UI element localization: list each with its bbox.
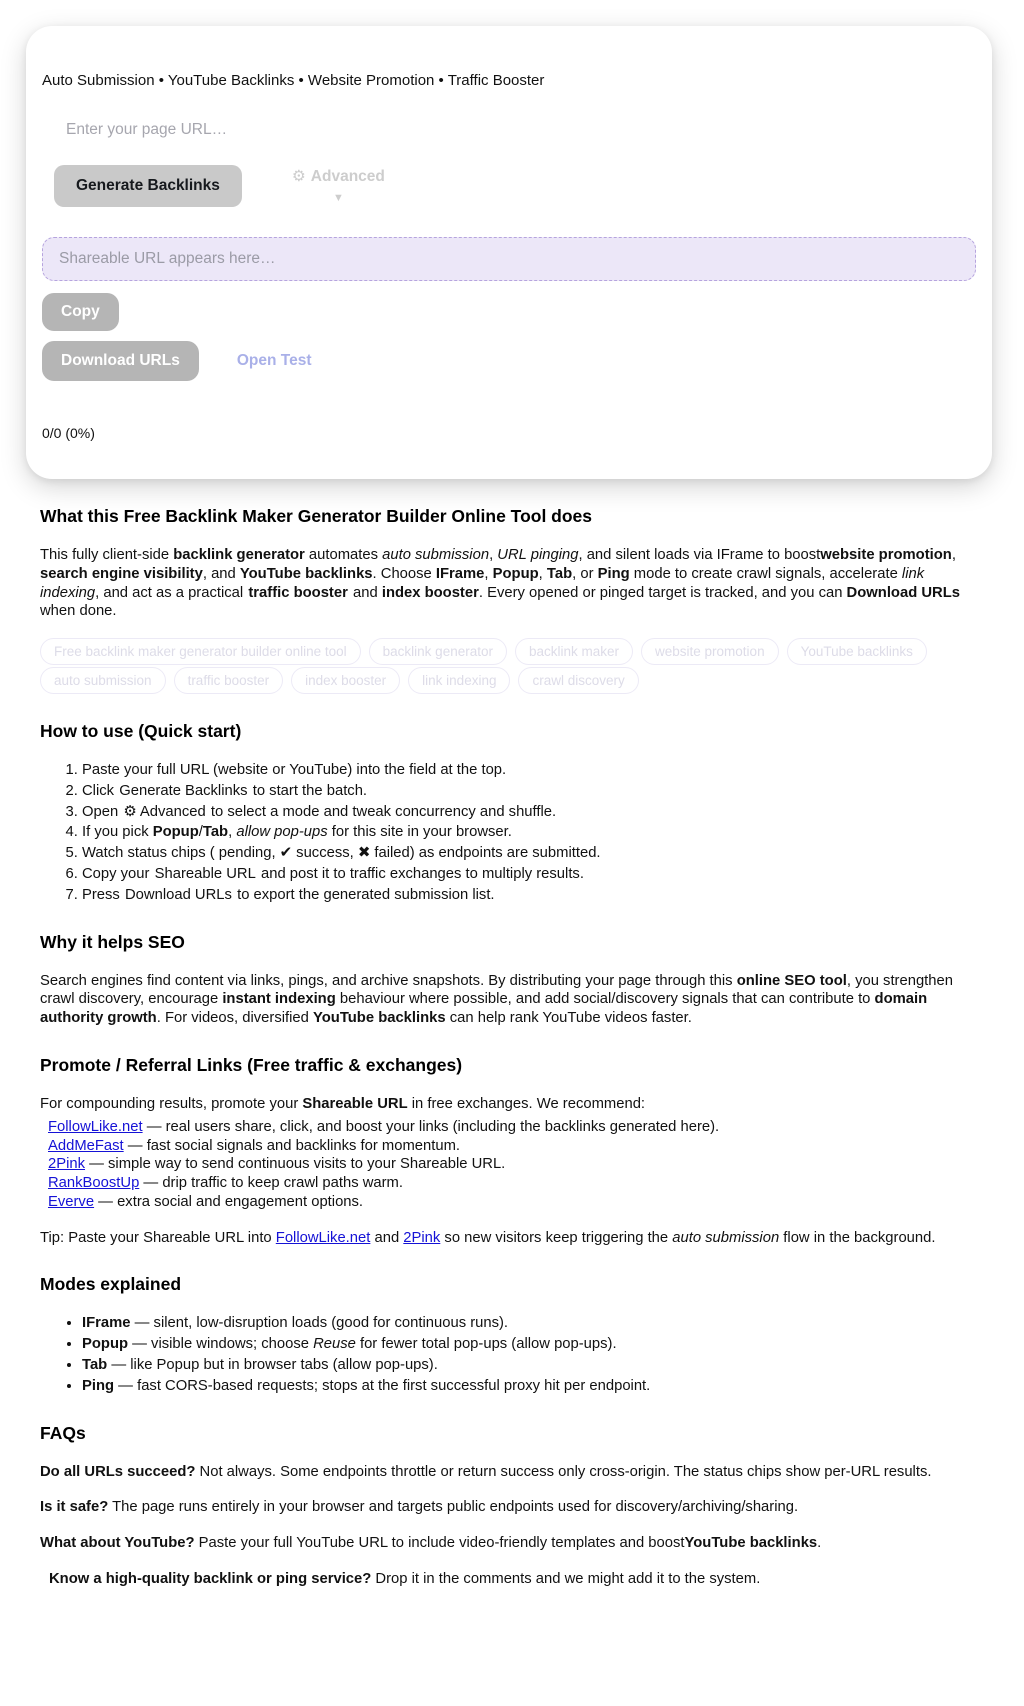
text-run: Tip: Paste your Shareable URL into (40, 1229, 276, 1246)
copy-button[interactable]: Copy (42, 293, 119, 331)
text-run: Popup (152, 824, 199, 841)
howto-steps (40, 761, 984, 904)
backlink-tool-card (26, 26, 992, 479)
text-run: Tab (202, 824, 229, 841)
keyword-chip: auto submission (40, 667, 166, 694)
referral-link-line (40, 1155, 984, 1174)
text-run: URL pinging (497, 547, 579, 563)
promote-tip (40, 1229, 984, 1248)
page-url-input[interactable] (66, 121, 666, 139)
download-row (42, 341, 976, 381)
text-run: , or (572, 565, 598, 582)
text-run: — silent, low-disruption loads (good for continuous runs). (130, 1315, 509, 1332)
text-run: YouTube backlinks (684, 1535, 818, 1552)
text-run: Shareable URL (154, 866, 256, 883)
text-run: Download URLs (846, 584, 960, 601)
seo-article (40, 506, 984, 1589)
faqs-heading: FAQs (40, 1422, 86, 1443)
howto-step (82, 886, 984, 905)
promote-heading: Promote / Referral Links (Free traffic & exchanges) (40, 1054, 463, 1075)
text-run: YouTube backlinks (312, 1010, 446, 1027)
text-run: Tab (546, 565, 573, 582)
mode-item (82, 1314, 984, 1333)
inline-link[interactable]: FollowLike.net (275, 1229, 371, 1246)
chevron-down-icon: ▼ (332, 192, 344, 204)
referral-link-line (40, 1174, 984, 1193)
text-run: , and silent loads via IFrame to boost (578, 547, 821, 563)
intro-heading: What this Free Backlink Maker Generator Builder Online Tool does (40, 506, 593, 526)
howto-step (82, 782, 984, 801)
text-run: What about YouTube? (40, 1535, 195, 1552)
text-run: when done. (40, 603, 117, 620)
keyword-chip: YouTube backlinks (787, 638, 927, 665)
text-run: behaviour where possible, and add social/discovery signals that can contribute to (335, 991, 875, 1008)
text-run: The page runs entirely in your browser and targets public endpoints used for discovery/archiving/sharing. (108, 1499, 799, 1516)
text-run: and (353, 584, 382, 601)
text-run: / (198, 824, 203, 841)
text-run: , and act as a practical (95, 584, 244, 601)
text-run: Search engines find content via links, pings, and archive snapshots. By distributing your page through this (40, 972, 737, 989)
keyword-chip: backlink maker (515, 638, 633, 665)
text-run: — fast CORS-based requests; stops at the first successful proxy hit per endpoint. (114, 1377, 651, 1394)
faq-item (40, 1570, 984, 1589)
text-run: Open (82, 803, 119, 820)
keyword-chips (40, 638, 984, 694)
text-run: Download URLs (125, 886, 232, 903)
text-run: YouTube backlinks (239, 565, 373, 582)
text-run: . Every opened or pinged target is tracked, and you can (478, 584, 847, 601)
text-run: website promotion (820, 547, 952, 563)
keyword-chip: link indexing (408, 667, 510, 694)
text-run: , (484, 565, 493, 582)
progress-counter: 0/0 (0%) (42, 425, 95, 441)
text-run: Ping (82, 1377, 115, 1394)
howto-step (82, 761, 984, 780)
referral-link-line (40, 1193, 984, 1212)
howto-step (82, 865, 984, 884)
text-run: Click (82, 782, 115, 799)
mode-item (82, 1335, 984, 1354)
text-run: For compounding results, promote your (40, 1095, 303, 1112)
faq-item (40, 1498, 984, 1517)
text-run: Copy your (82, 866, 150, 883)
text-run: Watch status chips ( pending, ✔ success, ✖ failed) as endpoints are submitted. (82, 845, 601, 862)
text-run: Press (82, 886, 120, 903)
text-run: auto submission (382, 547, 490, 563)
shareable-url-output[interactable] (42, 237, 976, 281)
generate-backlinks-button[interactable]: Generate Backlinks (54, 165, 242, 207)
promote-intro (40, 1095, 984, 1114)
text-run: mode to create crawl signals, accelerate (629, 565, 902, 582)
text-run: Popup (492, 565, 539, 582)
text-run: online SEO tool (736, 972, 847, 989)
text-run: for this site in your browser. (327, 824, 512, 841)
open-test-link[interactable]: Open Test (236, 352, 312, 369)
text-run: in free exchanges. We recommend: (407, 1095, 646, 1112)
download-urls-button[interactable]: Download URLs (42, 341, 199, 381)
intro-paragraph (40, 546, 984, 621)
text-run: — visible windows; choose (128, 1336, 314, 1353)
faq-item (40, 1463, 984, 1482)
text-run: search engine visibility (40, 565, 203, 582)
inline-link[interactable]: RankBoostUp (48, 1175, 140, 1192)
text-run: If you pick (82, 824, 153, 841)
keyword-chip: Free backlink maker generator builder online tool (40, 638, 361, 665)
text-run: automates (304, 547, 383, 563)
text-run: , (538, 565, 547, 582)
text-run: for fewer total pop-ups (allow pop-ups). (355, 1336, 617, 1353)
keyword-chip: index booster (291, 667, 400, 694)
text-run: IFrame (82, 1315, 131, 1332)
keyword-chip: website promotion (641, 638, 779, 665)
text-run: . (817, 1535, 822, 1552)
text-run: — extra social and engagement options. (94, 1193, 364, 1210)
keyword-chip: backlink generator (369, 638, 507, 665)
text-run: — like Popup but in browser tabs (allow pop-ups). (107, 1356, 438, 1373)
mode-item (82, 1356, 984, 1375)
text-run: auto submission (672, 1229, 780, 1246)
text-run: . Choose (372, 565, 436, 582)
keyword-chip: crawl discovery (518, 667, 638, 694)
text-run: and (370, 1229, 404, 1246)
text-run: Not always. Some endpoints throttle or return success only cross-origin. The status chips show per-URL results. (195, 1463, 932, 1480)
referral-link-line (40, 1118, 984, 1137)
inline-link[interactable]: FollowLike.net (48, 1118, 143, 1135)
text-run: index booster (381, 584, 479, 601)
text-run: domain authority growth (40, 991, 928, 1027)
text-run: and post it to traffic exchanges to multiply results. (260, 866, 584, 883)
text-run: can help rank YouTube videos faster. (445, 1010, 692, 1027)
text-run: — fast social signals and backlinks for momentum. (123, 1137, 461, 1154)
howto-step (82, 844, 984, 863)
text-run: , (489, 547, 498, 563)
modes-list (40, 1314, 984, 1395)
text-run: IFrame (435, 565, 485, 582)
generate-row (54, 165, 976, 207)
text-run: allow pop-ups (236, 824, 328, 841)
text-run: Know a high-quality backlink or ping service? (49, 1570, 372, 1587)
text-run: Paste your full YouTube URL to include video-friendly templates and boost (194, 1535, 685, 1552)
text-run: link indexing (40, 565, 925, 601)
text-run: ⚙ Advanced (123, 803, 206, 820)
text-run: to start the batch. (252, 782, 368, 799)
seo-heading: Why it helps SEO (40, 931, 185, 952)
gear-icon: ⚙ (291, 168, 306, 185)
text-run: Ping (597, 565, 630, 582)
inline-link[interactable]: Everve (48, 1193, 95, 1210)
referral-link-line (40, 1137, 984, 1156)
text-run: to export the generated submission list. (237, 886, 495, 903)
text-run: flow in the background. (779, 1229, 936, 1246)
modes-heading: Modes explained (40, 1274, 182, 1295)
text-run: Reuse (313, 1336, 356, 1353)
howto-step (82, 803, 984, 822)
tool-tagline: Auto Submission • YouTube Backlinks • Website Promotion • Traffic Booster (42, 72, 545, 89)
text-run: Shareable URL (302, 1095, 408, 1112)
text-run: Is it safe? (40, 1499, 109, 1516)
advanced-toggle[interactable] (292, 167, 385, 204)
text-run: backlink generator (173, 547, 305, 563)
text-run: , (228, 824, 237, 841)
text-run: — drip traffic to keep crawl paths warm. (139, 1175, 403, 1192)
referral-links (40, 1118, 984, 1212)
text-run: Generate Backlinks (119, 782, 248, 799)
inline-link[interactable]: AddMeFast (48, 1137, 124, 1154)
text-run: to select a mode and tweak concurrency and shuffle. (210, 803, 557, 820)
text-run: , and (202, 565, 240, 582)
advanced-label: ⚙ Advanced (291, 168, 385, 185)
inline-link[interactable]: 2Pink (48, 1156, 86, 1173)
keyword-chip: traffic booster (174, 667, 284, 694)
text-run: This fully client-side (40, 547, 174, 563)
inline-link[interactable]: 2Pink (403, 1229, 441, 1246)
mode-item (82, 1377, 984, 1396)
text-run: Do all URLs succeed? (40, 1463, 196, 1480)
faq-item (40, 1534, 984, 1553)
text-run: Popup (82, 1336, 129, 1353)
text-run: — simple way to send continuous visits to your Shareable URL. (85, 1156, 506, 1173)
text-run: , you strengthen crawl discovery, encourage (40, 972, 953, 1008)
text-run: — real users share, click, and boost your links (including the backlinks generated here). (142, 1118, 720, 1135)
text-run: so new visitors keep triggering the (440, 1229, 673, 1246)
text-run: Paste your full URL (website or YouTube) into the field at the top. (82, 762, 507, 779)
text-run: traffic booster (248, 584, 348, 601)
text-run: Tab (82, 1356, 108, 1373)
text-run: Drop it in the comments and we might add it to the system. (371, 1570, 761, 1587)
howto-step (82, 823, 984, 842)
text-run: . For videos, diversified (156, 1010, 313, 1027)
text-run: instant indexing (222, 991, 336, 1008)
seo-paragraph (40, 972, 984, 1028)
howto-heading: How to use (Quick start) (40, 721, 242, 742)
text-run: , (951, 547, 956, 563)
